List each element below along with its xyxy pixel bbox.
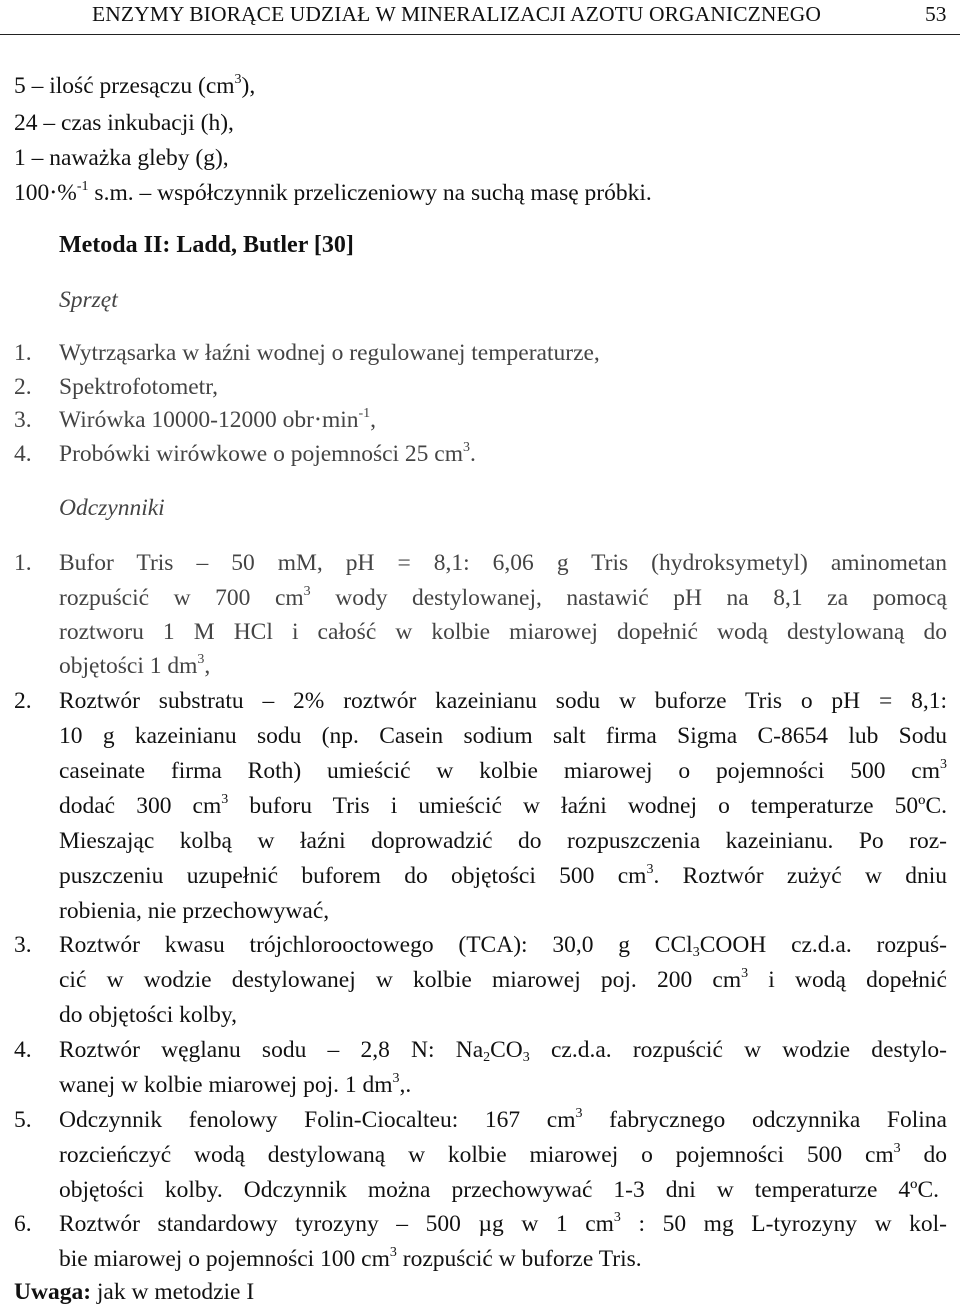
reagent-2-number: 2. xyxy=(14,688,32,714)
equipment-item-2-text: Spektrofotometr, xyxy=(59,374,218,400)
reagent-text: Roztwór kwasu trójchlorooctowego (TCA): 30,0 g CCl xyxy=(59,932,693,958)
reagent-text: wanej w kolbie miarowej poj. 1 dm xyxy=(59,1072,393,1098)
superscript: 3 xyxy=(221,792,229,807)
legend-line-2: 24 – czas inkubacji (h), xyxy=(14,110,234,136)
equipment-heading: Sprzęt xyxy=(59,287,118,313)
reagent-text: cić w wodzie destylowanej w kolbie miarowej poj. 200 cm xyxy=(59,967,742,993)
reagent-6-number: 6. xyxy=(14,1211,32,1237)
superscript: 3 xyxy=(463,440,471,455)
page-number: 53 xyxy=(925,2,947,26)
reagent-text: : 50 mg L-tyrozyny w kol- xyxy=(620,1211,947,1237)
reagent-5-number: 5. xyxy=(14,1107,32,1133)
equipment-item-2: 2. xyxy=(14,374,32,400)
superscript: 3 xyxy=(893,1141,901,1156)
superscript: 3 xyxy=(741,966,749,981)
reagents-heading: Odczynniki xyxy=(59,495,165,521)
reagent-text: objętości 1 dm xyxy=(59,653,198,679)
equipment-item-1-text: Wytrząsarka w łaźni wodnej o regulowanej temperaturze, xyxy=(59,340,600,366)
superscript: 3 xyxy=(575,1106,583,1121)
reagent-text: COOH cz.d.a. rozpuś- xyxy=(699,932,947,958)
superscript: 3 xyxy=(197,652,205,667)
reagent-text: fabrycznego odczynnika Folina xyxy=(582,1107,947,1133)
reagent-3-line-2 xyxy=(59,965,947,995)
reagent-text: caseinate firma Roth) umieścić w kolbie miarowej o pojemności 500 cm xyxy=(59,758,940,784)
item-text: . xyxy=(470,441,476,467)
reagent-text: bie miarowej o pojemności 100 cm xyxy=(59,1246,390,1272)
legend-text: ), xyxy=(241,73,256,99)
method-title: Metoda II: Ladd, Butler [30] xyxy=(59,232,354,258)
reagent-text: Roztwór węglanu sodu – 2,8 N: Na xyxy=(59,1037,484,1063)
reagent-5-line-3: objętości kolby. Odczynnik można przechowywać 1-3 dni w temperaturze 4ºC. xyxy=(59,1177,939,1203)
reagent-2-line-1: Roztwór substratu – 2% roztwór kazeinianu sodu w buforze Tris o pH = 8,1: xyxy=(59,688,947,714)
reagent-4-number: 4. xyxy=(14,1037,32,1063)
reagent-1-line-3: roztworu 1 M HCl i całość w kolbie miarowej dopełnić wodą destylowaną do xyxy=(59,619,947,645)
reagent-text: cz.d.a. rozpuścić w wodzie destylo- xyxy=(529,1037,947,1063)
reagent-3-line-1 xyxy=(59,930,947,960)
reagent-1-line-1: Bufor Tris – 50 mM, pH = 8,1: 6,06 g Tris (hydroksymetyl) aminometan xyxy=(59,550,947,576)
item-number: 1. xyxy=(14,340,32,366)
note-text: jak w metodzie I xyxy=(91,1279,255,1305)
legend-line-3: 1 – naważka gleby (g), xyxy=(14,145,229,171)
equipment-item-3: 3. xyxy=(14,407,32,433)
reagent-text: puszczeniu uzupełnić buforem do objętości 500 cm xyxy=(59,863,647,889)
reagent-1-line-4 xyxy=(59,651,210,681)
superscript: 3 xyxy=(303,584,311,599)
reagent-text: i wodą dopełnić xyxy=(748,967,947,993)
note-line xyxy=(14,1277,254,1307)
legend-line-1 xyxy=(14,71,255,101)
legend-text: 100⋅% xyxy=(14,180,77,206)
reagent-text: dodać 300 cm xyxy=(59,793,222,819)
legend-text: s.m. – współczynnik przeliczeniowy na suchą masę próbki. xyxy=(88,180,652,206)
superscript: 3 xyxy=(234,72,242,87)
reagent-text: Odczynnik fenolowy Folin-Ciocalteu: 167 cm xyxy=(59,1107,576,1133)
reagent-5-line-1 xyxy=(59,1105,947,1135)
superscript: -1 xyxy=(76,179,89,194)
reagent-text: , xyxy=(204,653,211,679)
subscript: 3 xyxy=(522,1050,530,1065)
reagent-2-line-7: robienia, nie przechowywać, xyxy=(59,898,330,924)
legend-text: 5 – ilość przesączu (cm xyxy=(14,73,235,99)
item-text: Wirówka 10000-12000 obr⋅min xyxy=(59,407,359,433)
equipment-item-3-text xyxy=(59,405,376,435)
reagent-text: CO xyxy=(490,1037,523,1063)
reagent-4-line-1 xyxy=(59,1035,947,1065)
reagent-text: rozpuścić w buforze Tris. xyxy=(396,1246,642,1272)
subscript: 3 xyxy=(692,945,700,960)
reagent-6-line-2 xyxy=(59,1244,642,1274)
reagent-4-line-2 xyxy=(59,1070,411,1100)
superscript: -1 xyxy=(358,406,371,421)
reagent-1-number: 1. xyxy=(14,550,32,576)
reagent-text: rozcieńczyć wodą destylowaną w kolbie miarowej o pojemności 500 cm xyxy=(59,1142,894,1168)
superscript: 3 xyxy=(646,862,654,877)
reagent-text: Roztwór standardowy tyrozyny – 500 µg w 1 cm xyxy=(59,1211,614,1237)
reagent-text: rozpuścić w 700 cm xyxy=(59,585,304,611)
subscript: 2 xyxy=(483,1050,491,1065)
reagent-text: . Roztwór zużyć w dniu xyxy=(653,863,947,889)
reagent-text: ,. xyxy=(399,1072,412,1098)
legend-line-4 xyxy=(14,178,652,208)
reagent-5-line-2 xyxy=(59,1140,947,1170)
running-header xyxy=(0,0,960,35)
reagent-2-line-3 xyxy=(59,756,947,786)
reagent-text: do xyxy=(900,1142,947,1168)
reagent-2-line-2: 10 g kazeinianu sodu (np. Casein sodium salt firma Sigma C-8654 lub Sodu xyxy=(59,723,947,749)
equipment-item-4: 4. xyxy=(14,441,32,467)
header-title: ENZYMY BIORĄCE UDZIAŁ W MINERALIZACJI AZOTU ORGANICZNEGO xyxy=(92,2,821,26)
reagent-2-line-6 xyxy=(59,861,947,891)
reagent-1-line-2 xyxy=(59,583,947,613)
superscript: 3 xyxy=(940,757,947,772)
superscript: 3 xyxy=(613,1210,621,1225)
reagent-3-number: 3. xyxy=(14,932,32,958)
item-text: , xyxy=(370,407,377,433)
superscript: 3 xyxy=(392,1071,400,1086)
reagent-3-line-3: do objętości kolby, xyxy=(59,1002,237,1028)
item-text: Probówki wirówkowe o pojemności 25 cm xyxy=(59,441,464,467)
equipment-item-4-text xyxy=(59,439,476,469)
reagent-6-line-1 xyxy=(59,1209,947,1239)
reagent-text: buforu Tris i umieścić w łaźni wodnej o temperaturze 50ºC. xyxy=(228,793,947,819)
superscript: 3 xyxy=(389,1245,397,1260)
equipment-item-1 xyxy=(14,338,32,368)
reagent-2-line-5: Mieszając kolbą w łaźni doprowadzić do rozpuszczenia kazeinianu. Po roz- xyxy=(59,828,947,854)
reagent-2-line-4 xyxy=(59,791,947,821)
reagent-text: wody destylowanej, nastawić pH na 8,1 za pomocą xyxy=(310,585,947,611)
note-label: Uwaga: xyxy=(14,1279,92,1305)
